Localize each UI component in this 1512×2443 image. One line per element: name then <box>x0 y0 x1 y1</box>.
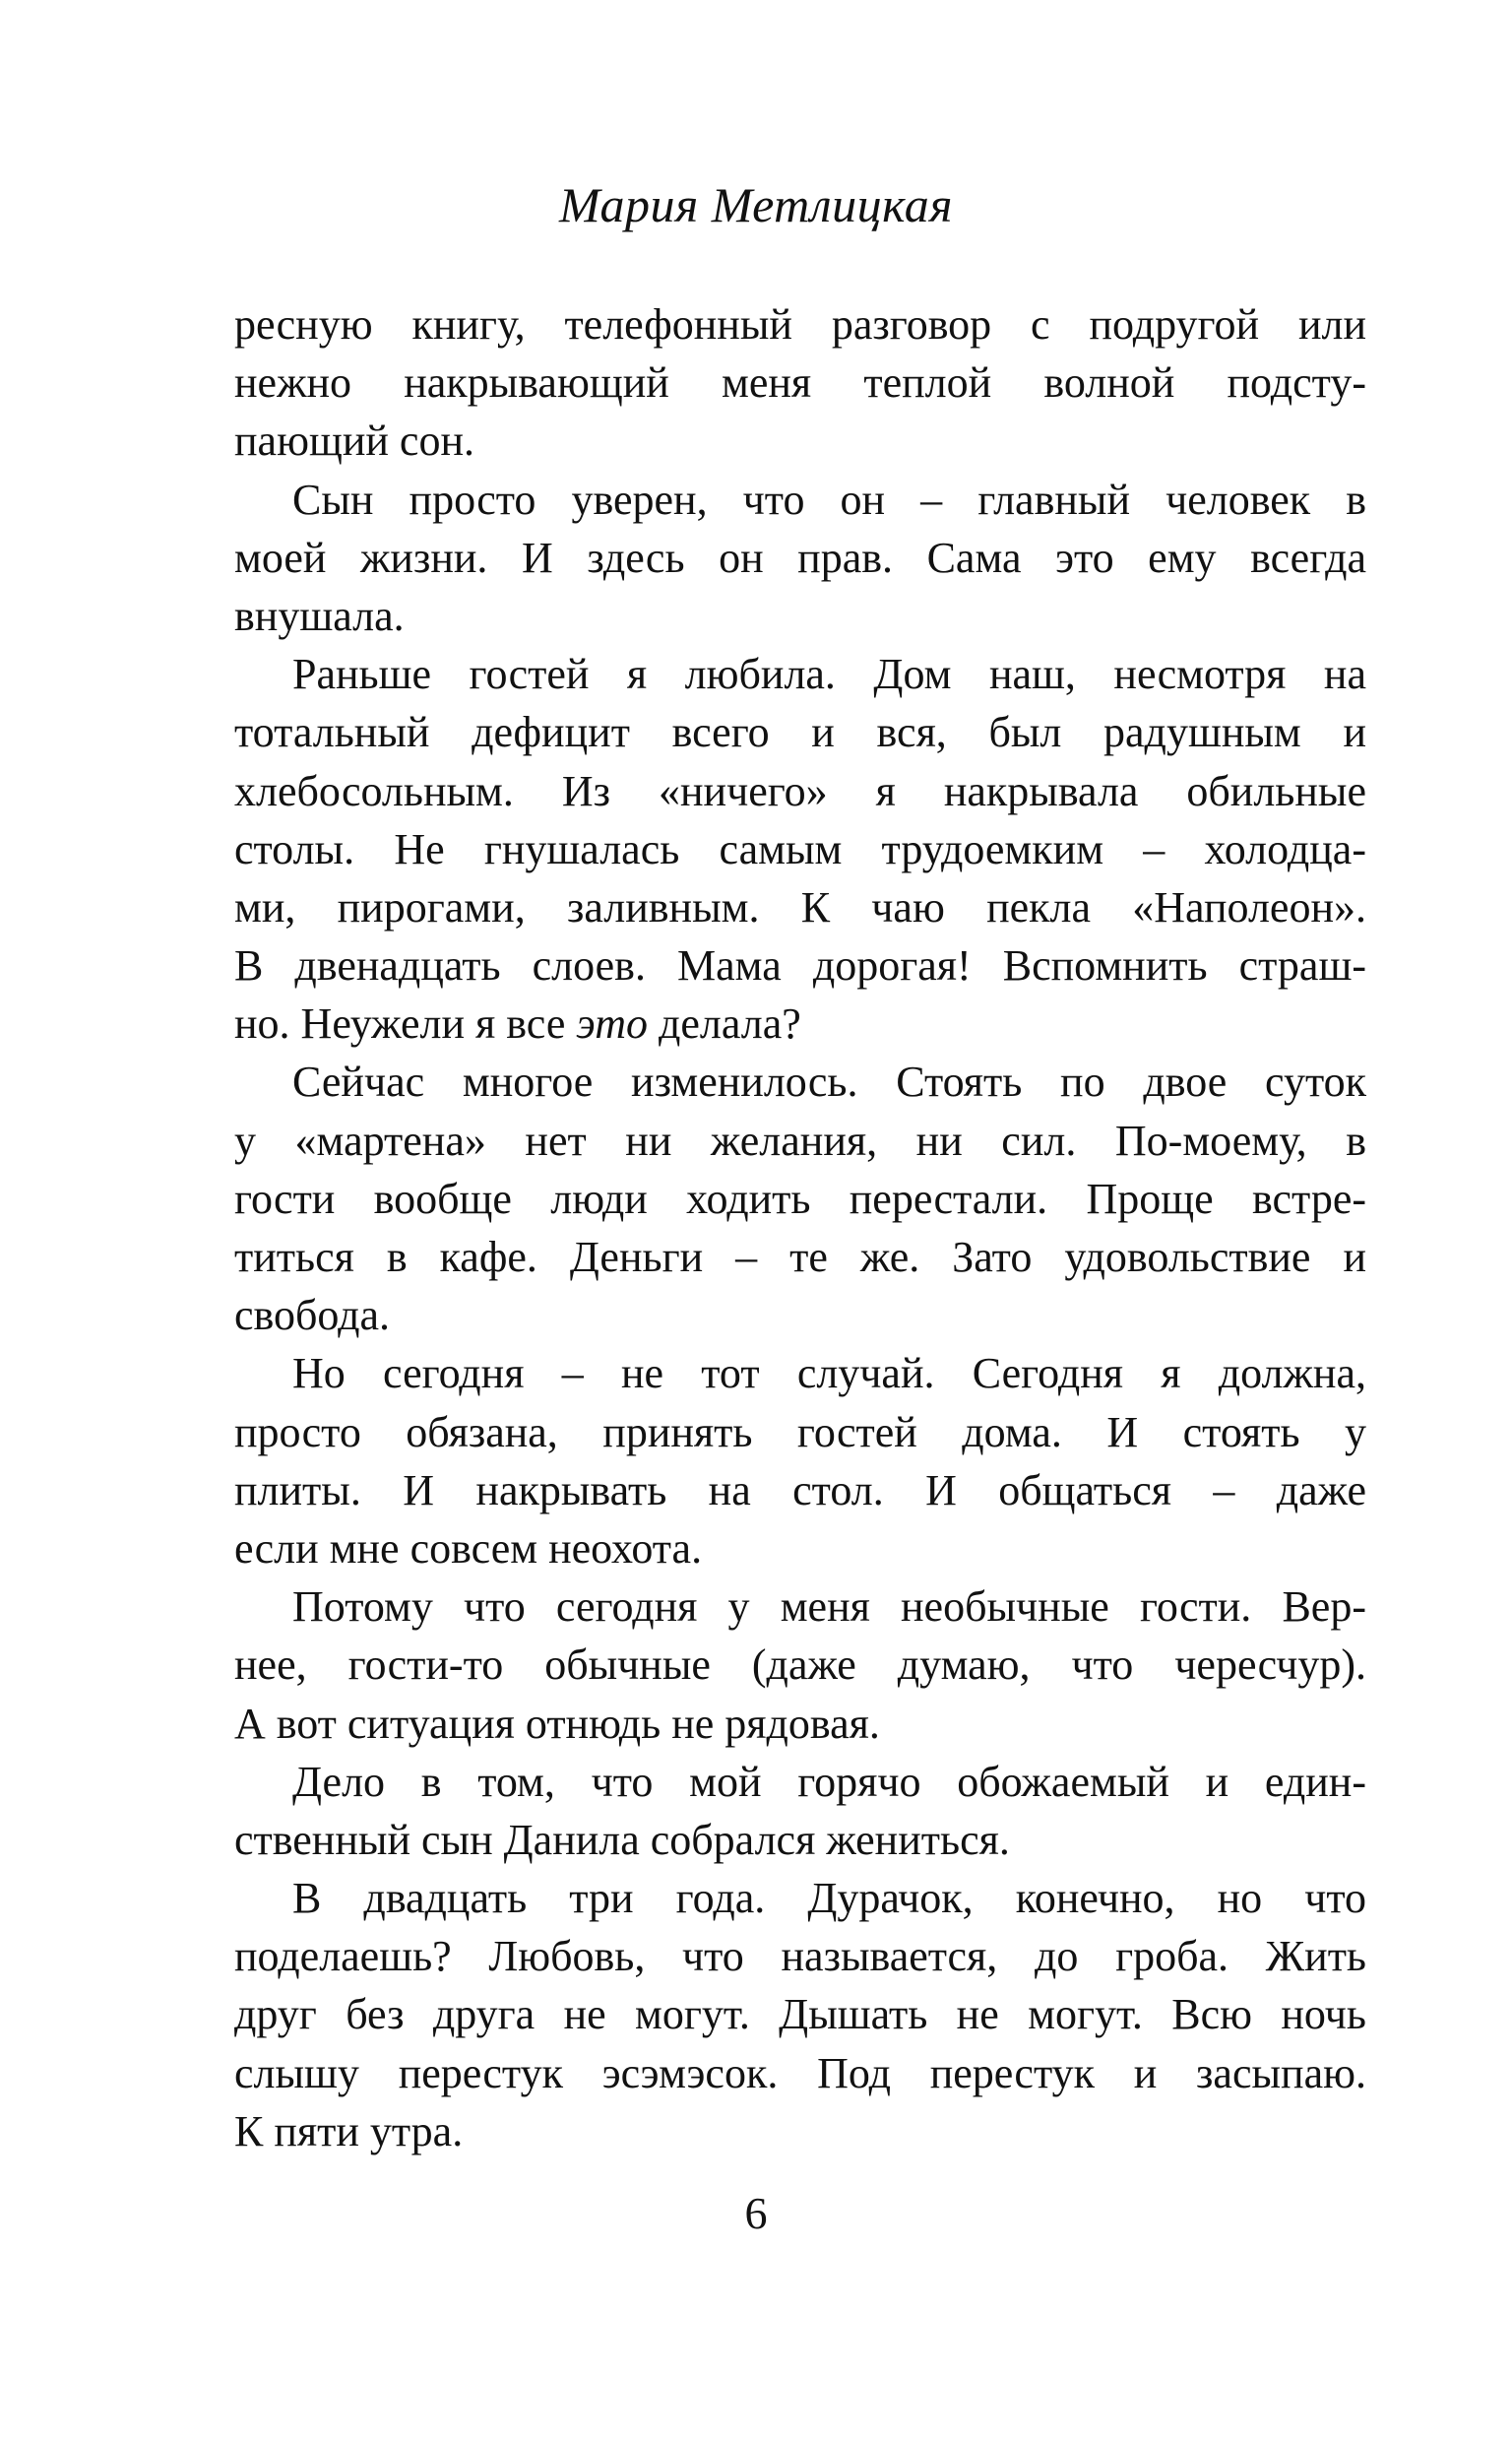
text-line: если мне совсем неохота. <box>234 1523 703 1573</box>
text-line: Раньше гостей я любила. Дом наш, несмотря на <box>292 650 1366 699</box>
text-fragment: но. Неужели я все <box>234 999 566 1049</box>
text-line: К пяти утра. <box>234 2106 464 2155</box>
text-line: у «мартена» нет ни желания, ни сил. По-моему, в <box>234 1116 1366 1165</box>
text-line: друг без друга не могут. Дышать не могут. Всю ночь <box>234 1990 1366 2039</box>
text-fragment: делала? <box>659 999 801 1049</box>
text-line: ственный сын Данила собрался жениться. <box>234 1815 1010 1864</box>
text-line: В двенадцать слоев. Мама дорогая! Вспомнить страш- <box>234 941 1366 991</box>
text-line: свобода. <box>234 1291 391 1340</box>
text-line: поделаешь? Любовь, что называется, до гроба. Жить <box>234 1932 1366 1981</box>
text-line: А вот ситуация отнюдь не рядовая. <box>234 1699 880 1748</box>
text-line: хлебосольным. Из «ничего» я накрывала обильные <box>234 766 1366 815</box>
text-line: нее, гости-то обычные (даже думаю, что чересчур). <box>234 1640 1366 1690</box>
running-header-author: Мария Метлицкая <box>559 177 953 232</box>
text-line: Но сегодня – не тот случай. Сегодня я должна, <box>292 1349 1366 1398</box>
text-line: пающий сон. <box>234 417 474 466</box>
text-line: столы. Не гнушалась самым трудоемким – холодца- <box>234 824 1366 873</box>
body-text <box>234 295 1366 2160</box>
text-line: гости вообще люди ходить перестали. Проще встре- <box>234 1174 1366 1223</box>
text-line: нежно накрывающий меня теплой волной подсту- <box>234 358 1366 408</box>
text-line: слышу перестук эсэмэсок. Под перестук и засыпаю. <box>234 2048 1366 2097</box>
text-line: ресную книгу, телефонный разговор с подругой или <box>234 300 1366 349</box>
text-line: плиты. И накрывать на стол. И общаться – даже <box>234 1465 1366 1514</box>
page-number: 6 <box>744 2188 768 2238</box>
text-line: моей жизни. И здесь он прав. Сама это ему всегда <box>234 533 1366 582</box>
text-line: Сын просто уверен, что он – главный человек в <box>292 475 1366 524</box>
text-line: просто обязана, принять гостей дома. И стоять у <box>234 1407 1366 1456</box>
text-line: титься в кафе. Деньги – те же. Зато удовольствие и <box>234 1233 1366 1281</box>
text-line: Потому что сегодня у меня необычные гости. Вер- <box>292 1582 1366 1632</box>
text-line <box>234 995 1366 1053</box>
text-line: ми, пирогами, заливным. К чаю пекла «Наполеон». <box>234 882 1366 932</box>
text-line: тотальный дефицит всего и вся, был радушным и <box>234 708 1366 757</box>
text-line: внушала. <box>234 591 405 640</box>
text-line: Дело в том, что мой горячо обожаемый и един- <box>292 1757 1366 1806</box>
text-line: В двадцать три года. Дурачок, конечно, но что <box>292 1874 1366 1923</box>
italic-emphasis: это <box>576 999 648 1049</box>
text-line: Сейчас многое изменилось. Стоять по двое суток <box>292 1058 1366 1107</box>
